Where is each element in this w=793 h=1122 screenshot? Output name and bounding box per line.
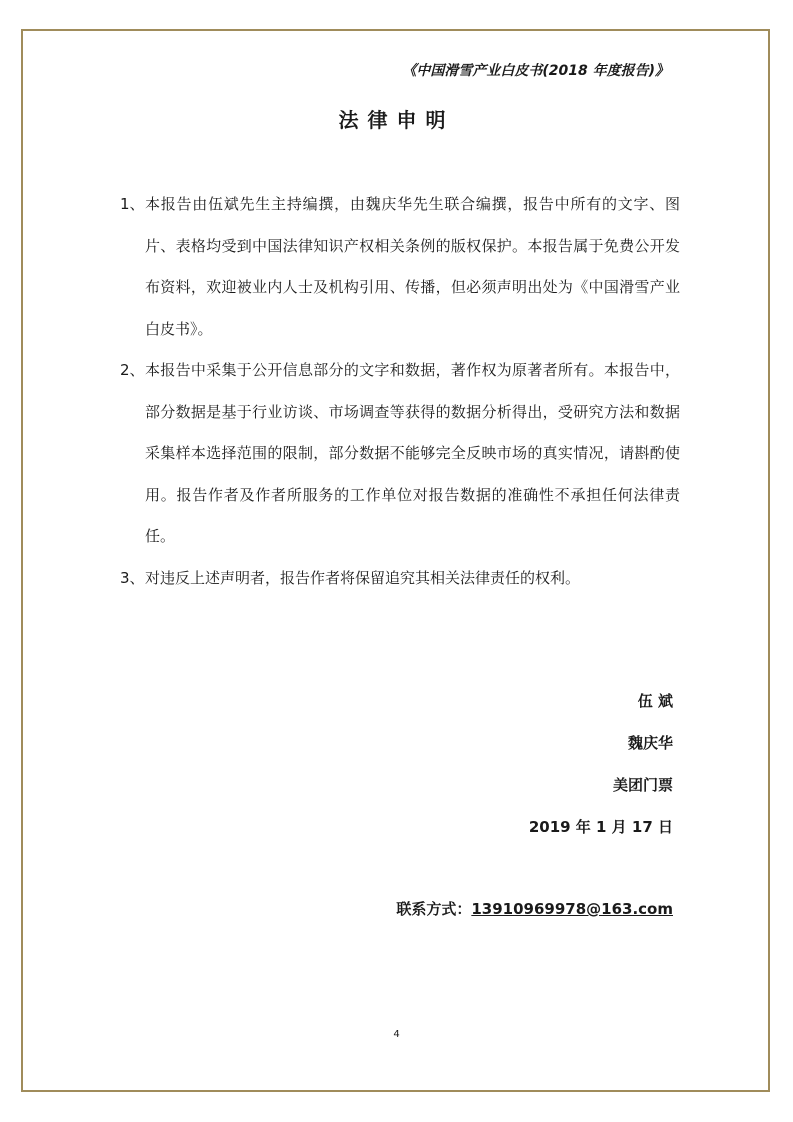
statement-list: [120, 184, 680, 599]
statement-number: 3、: [120, 568, 145, 587]
statement-item-3: [120, 558, 680, 600]
report-title-header: 《中国滑雪产业白皮书(2018 年度报告)》: [402, 63, 669, 79]
statement-text: 本报告中采集于公开信息部分的文字和数据，著作权为原著者所有。本报告中，部分数据是基于行业访谈、市场调查等获得的数据分析得出，受研究方法和数据采集样本选择范围的限制，部分数据不能够完全反映市场的真实情况，请斟酌使用。报告作者及作者所服务的工作单位对报告数据的准确性不承担任何法律责任。: [145, 361, 680, 545]
statement-text: 本报告由伍斌先生主持编撰，由魏庆华先生联合编撰，报告中所有的文字、图片、表格均受到中国法律知识产权相关条例的版权保护。本报告属于免费公开发布资料，欢迎被业内人士及机构引用、传播，但必须声明出处为《中国滑雪产业白皮书》。: [145, 195, 680, 338]
signature-date: 2019 年 1 月 17 日: [528, 818, 673, 836]
statement-item-1: [120, 184, 680, 350]
signature-organization: 美团门票: [612, 776, 673, 794]
statement-number: 1、: [120, 195, 145, 213]
contact-label: 联系方式：: [396, 900, 472, 918]
contact-line: [396, 898, 673, 919]
signature-author-1: 伍 斌: [637, 692, 673, 710]
page-number: 4: [393, 1029, 400, 1040]
statement-text: 对违反上述声明者，报告作者将保留追究其相关法律责任的权利。: [145, 568, 581, 587]
page-title: 法律申明: [338, 108, 455, 132]
statement-item-2: [120, 350, 680, 558]
contact-email-link[interactable]: 13910969978@163.com: [471, 900, 673, 918]
statement-number: 2、: [120, 361, 145, 379]
signature-author-2: 魏庆华: [627, 734, 673, 752]
